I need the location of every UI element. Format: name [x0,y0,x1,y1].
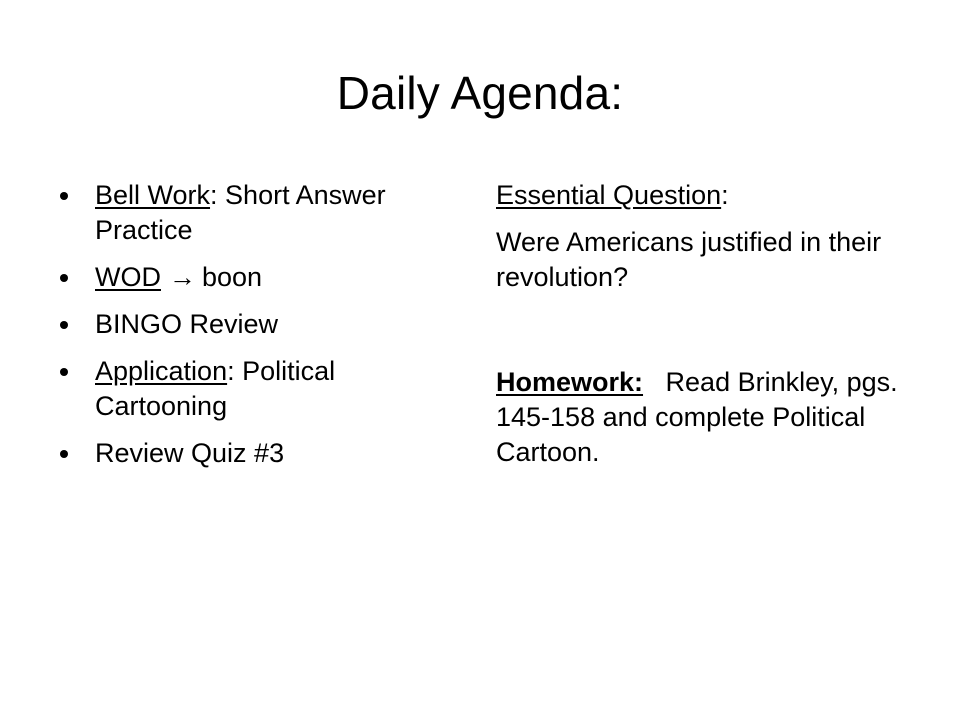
homework-block [496,365,916,470]
homework-text: Read Brinkley, pgs. 145-158 and complete Political Cartoon. [496,367,898,467]
agenda-item-quiz [60,436,440,471]
agenda-item-text: Review Quiz #3 [95,438,285,468]
agenda-item-key: WOD [95,262,161,292]
agenda-list [60,178,440,471]
agenda-item-text: BINGO Review [95,309,279,339]
agenda-item-text: Short Answer Practice [95,180,386,245]
homework-label: Homework: [496,367,644,397]
bullet-icon [60,274,68,282]
bullet-icon [60,321,68,329]
spacer [496,307,916,365]
bullet-icon [60,368,68,376]
agenda-item-bingo [60,307,440,342]
agenda-item-wod [60,260,440,295]
essential-question-heading [496,178,916,213]
agenda-item-application [60,354,440,424]
bullet-icon [60,450,68,458]
agenda-item-key: Bell Work [95,180,211,210]
essential-question-separator: : [721,180,729,210]
essential-question-text: Were Americans justified in their revolution? [496,227,882,292]
agenda-item-text: Political Cartooning [95,356,336,421]
slide-title: Daily Agenda: [336,67,624,119]
essential-question-label: Essential Question [496,180,722,210]
agenda-column [60,178,440,483]
agenda-item-separator: : [210,180,226,210]
agenda-item-bell-work [60,178,440,248]
agenda-item-separator: : [227,356,243,386]
bullet-icon [60,192,68,200]
agenda-item-key: Application [95,356,228,386]
agenda-item-text: boon [201,262,263,292]
info-column [496,178,916,482]
right-arrow-icon: → [168,262,196,292]
